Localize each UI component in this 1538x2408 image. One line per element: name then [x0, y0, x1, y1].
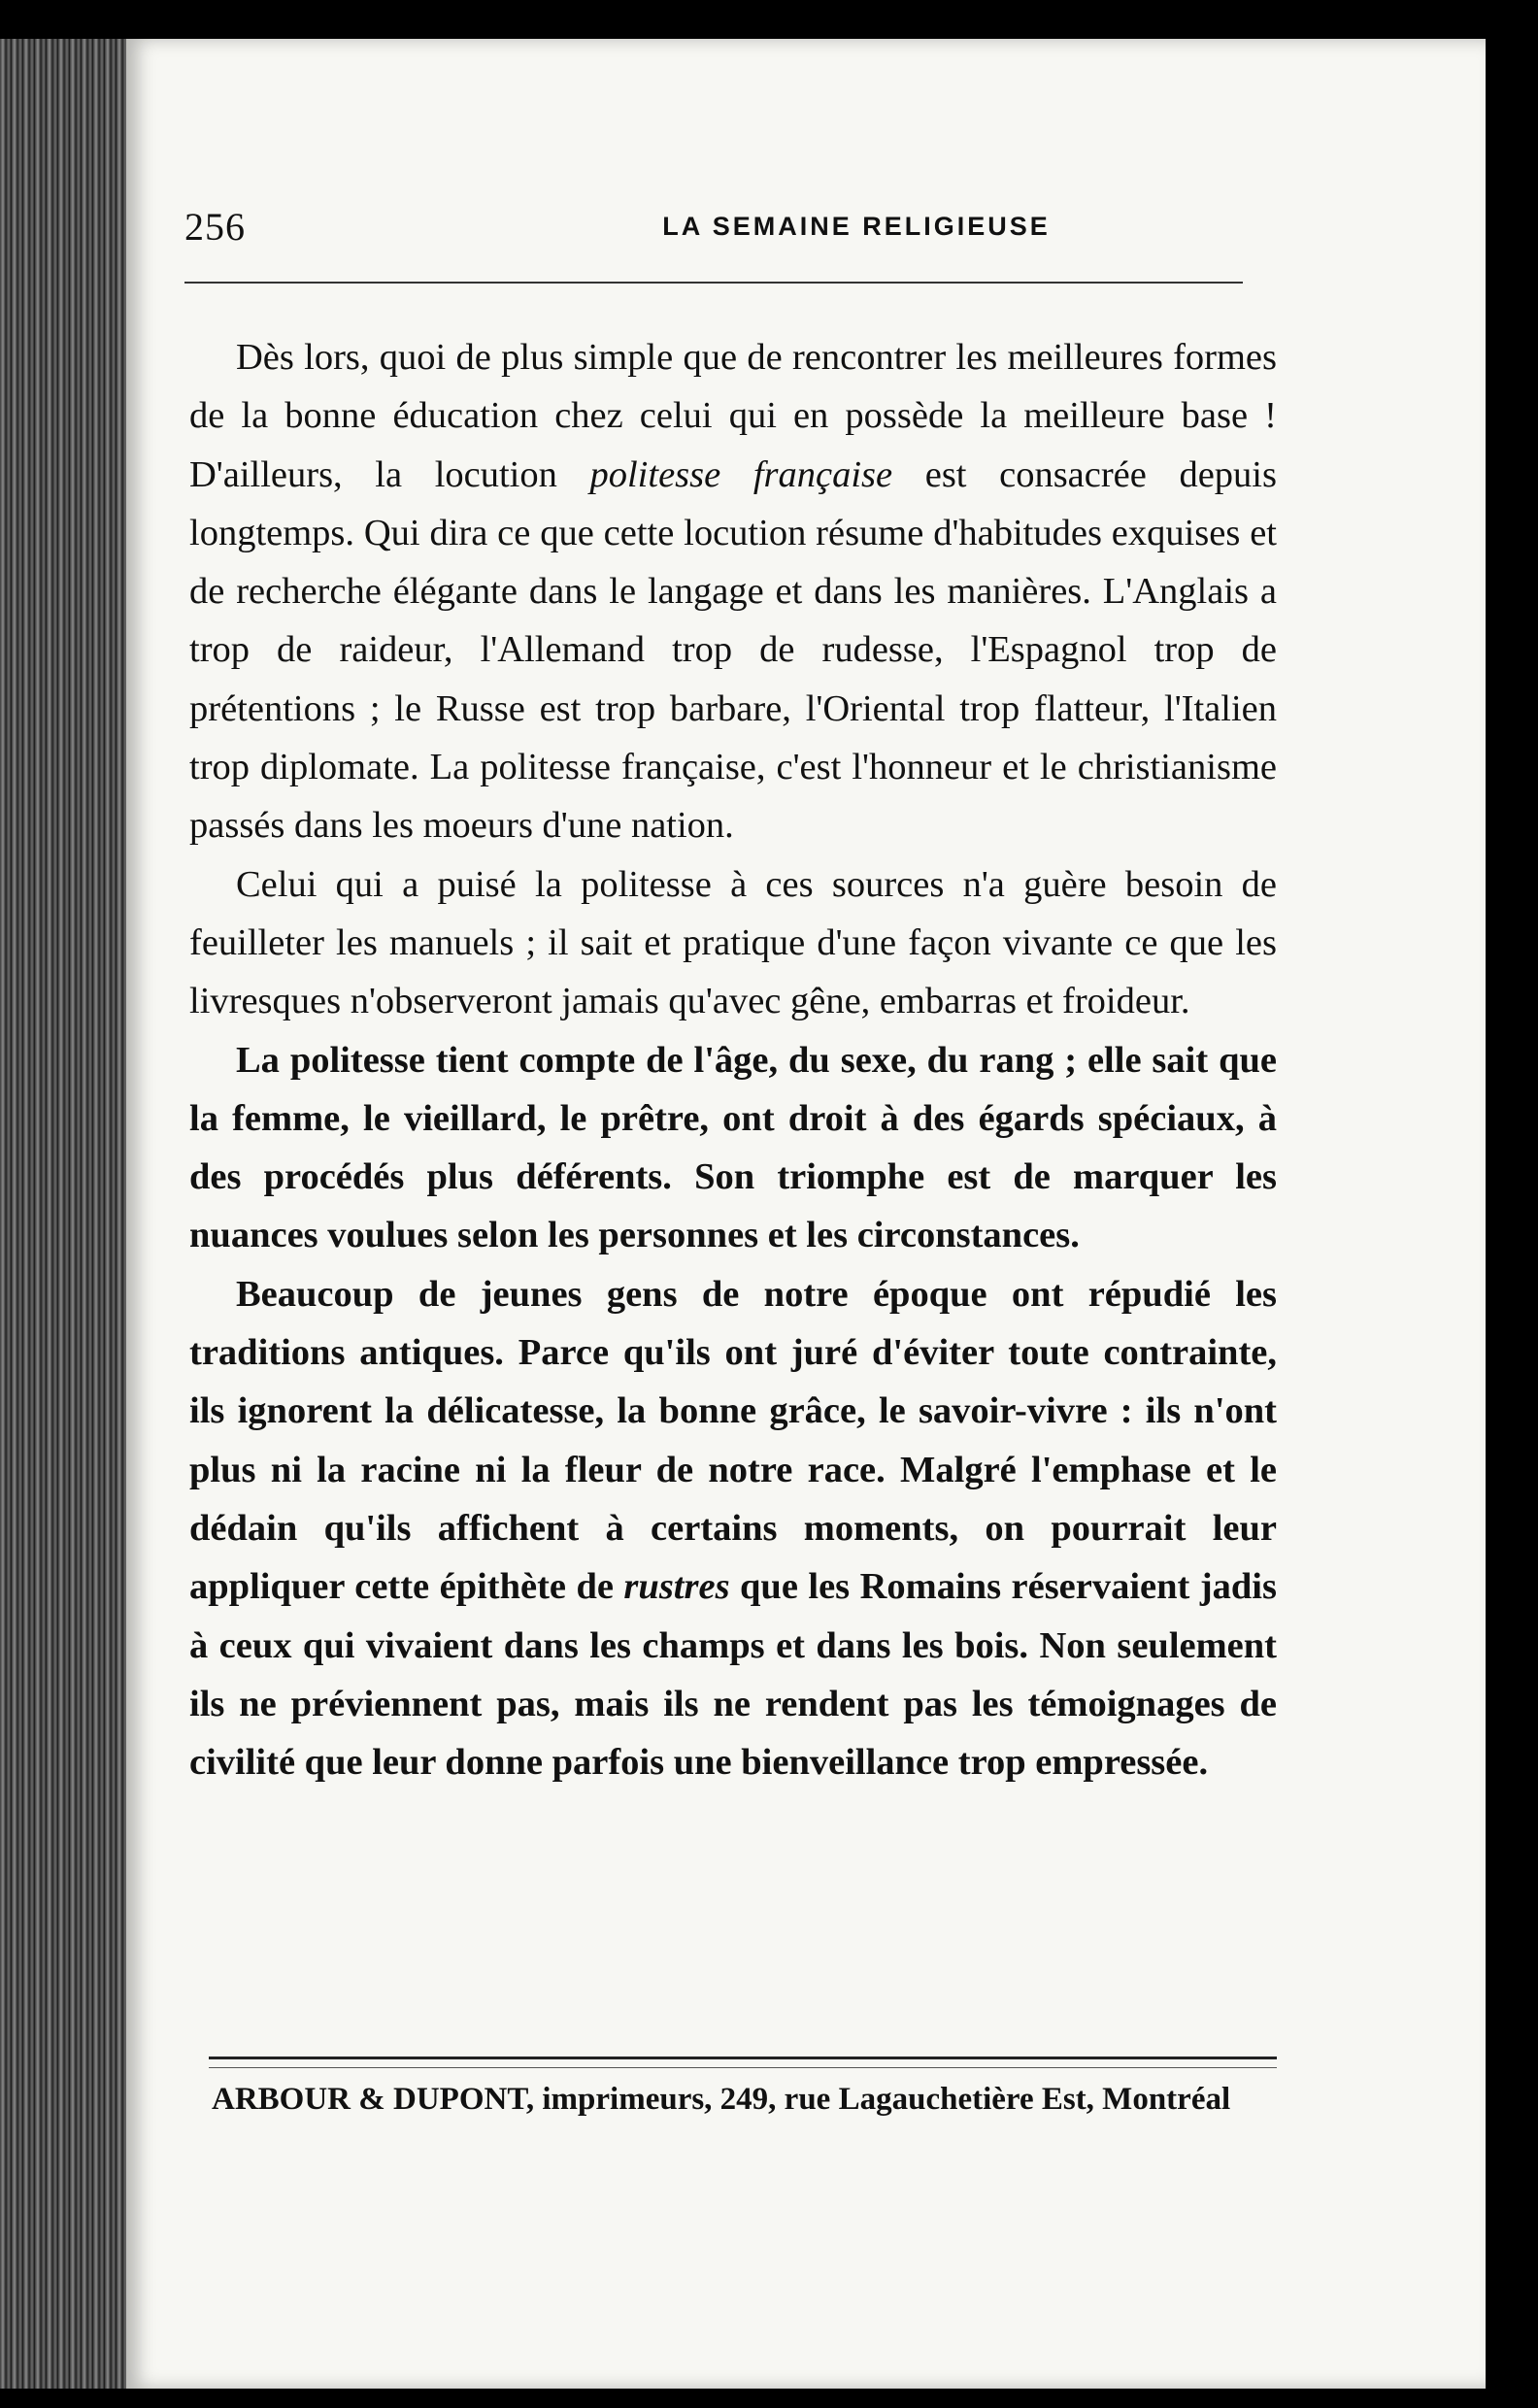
paragraph	[189, 1265, 1277, 1792]
paragraph	[189, 855, 1277, 1031]
running-head: LA SEMAINE RELIGIEUSE	[662, 212, 1051, 241]
footer-rule	[209, 2057, 1277, 2059]
header-rule	[184, 282, 1243, 284]
text-run: Dès lors, quoi de plus simple que de rencontrer les meilleures formes de la bonne éducation chez celui qui en possède la meilleure base ! D'ailleurs, la locution	[189, 337, 1277, 495]
text-run: Celui qui a puisé la politesse à ces sources n'a guère besoin de feuilleter les manuels ; il sait et pratique d'une façon vivante ce que les livresques n'observeront jamais qu'avec gêne, embarras et froideur.	[189, 863, 1277, 1022]
page-number: 256	[184, 205, 246, 249]
italic-phrase: rustres	[623, 1566, 730, 1608]
page-edges	[0, 39, 136, 2389]
italic-phrase: politesse française	[589, 453, 893, 495]
text-run: La politesse tient compte de l'âge, du sexe, du rang ; elle sait que la femme, le vieillard, le prêtre, ont droit à des égards spéciaux, à des procédés plus déférents. Son triomphe est de marquer les nuances voulues selon les personnes et les circonstances.	[189, 1039, 1277, 1256]
text-run: Beaucoup de jeunes gens de notre époque ont répudié les traditions antiques. Parce qu'ils ont juré d'éviter toute contrainte, ils ignorent la délicatesse, la bonne grâce, le savoir-vivre : ils n'ont plus ni la racine ni la fleur de notre race. Malgré l'emphase et le dédain qu'ils affichent à certains moments, on pourrait leur appliquer cette épithète de	[189, 1273, 1277, 1608]
paragraph	[189, 328, 1277, 855]
text-run: que les Romains réservaient jadis à ceux qui vivaient dans les champs et dans les bois. Non seulement ils ne préviennent pas, mais ils ne rendent pas les témoignages de civilité que leur donne parfois une bienveillance trop empressée.	[189, 1566, 1277, 1784]
paragraph	[189, 1031, 1277, 1265]
text-run: est consacrée depuis longtemps. Qui dira ce que cette locution résume d'habitudes exquises et de recherche élégante dans le langage et dans les manières. L'Anglais a trop de raideur, l'Allemand trop de rudesse, l'Espagnol trop de prétentions ; le Russe est trop barbare, l'Oriental trop flatteur, l'Italien trop diplomate. La politesse française, c'est l'honneur et le christianisme passés dans les moeurs d'une nation.	[189, 453, 1277, 847]
body-text	[189, 328, 1277, 1791]
footer-rule-thin	[209, 2067, 1277, 2068]
imprint-line: ARBOUR & DUPONT, imprimeurs, 249, rue Lagauchetière Est, Montréal	[212, 2082, 1231, 2117]
page-header	[184, 204, 1528, 262]
